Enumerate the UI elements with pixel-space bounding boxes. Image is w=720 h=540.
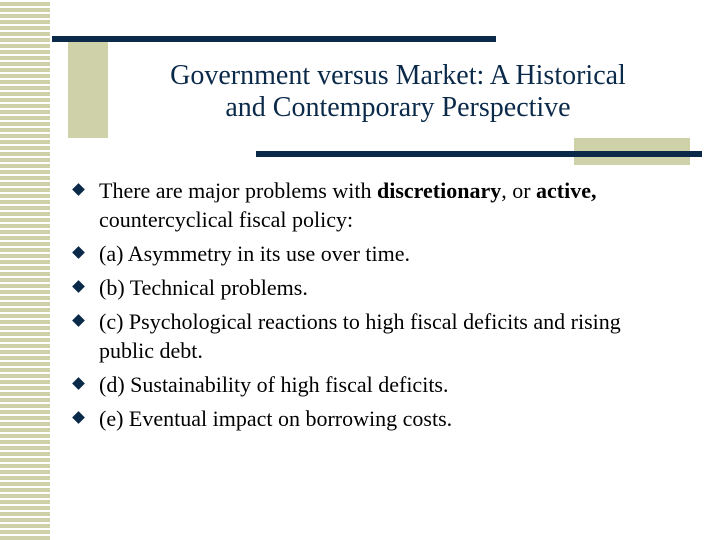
bullet-text-pre: There are major problems with bbox=[99, 178, 377, 203]
bullet-item bbox=[72, 404, 672, 433]
bullet-item bbox=[72, 176, 672, 234]
bullet-item bbox=[72, 239, 672, 268]
bullet-text-post: countercyclical fiscal policy: bbox=[99, 207, 354, 232]
bullet-text: (b) Technical problems. bbox=[99, 275, 308, 300]
diamond-bullet-icon bbox=[72, 411, 85, 424]
diamond-bullet-icon bbox=[72, 314, 85, 327]
diamond-bullet-icon bbox=[72, 280, 85, 293]
slide-title-line-2: and Contemporary Perspective bbox=[225, 92, 571, 123]
bullet-item bbox=[72, 370, 672, 399]
bullet-text-bold-discretionary: discretionary bbox=[376, 178, 502, 203]
bullet-item bbox=[72, 273, 672, 302]
diamond-bullet-icon bbox=[72, 246, 85, 259]
bullet-list bbox=[72, 176, 672, 438]
bullet-text: (c) Psychological reactions to high fiscal deficits and rising public debt. bbox=[99, 309, 621, 363]
bullet-text: (d) Sustainability of high fiscal deficits. bbox=[99, 372, 449, 397]
diamond-bullet-icon bbox=[72, 183, 85, 196]
bullet-text: (a) Asymmetry in its use over time. bbox=[99, 241, 410, 266]
bullet-text-mid: , or bbox=[501, 178, 537, 203]
left-striped-margin bbox=[0, 0, 50, 540]
top-rule bbox=[52, 36, 496, 42]
slide-title bbox=[118, 60, 678, 124]
slide-title-line-1: Government versus Market: A Historical bbox=[170, 60, 626, 91]
bottom-rule bbox=[256, 151, 702, 157]
bullet-text-bold-active: active, bbox=[536, 178, 597, 203]
title-accent-block bbox=[68, 38, 108, 138]
bullet-item bbox=[72, 307, 672, 365]
bullet-text: (e) Eventual impact on borrowing costs. bbox=[99, 406, 453, 431]
diamond-bullet-icon bbox=[72, 377, 85, 390]
